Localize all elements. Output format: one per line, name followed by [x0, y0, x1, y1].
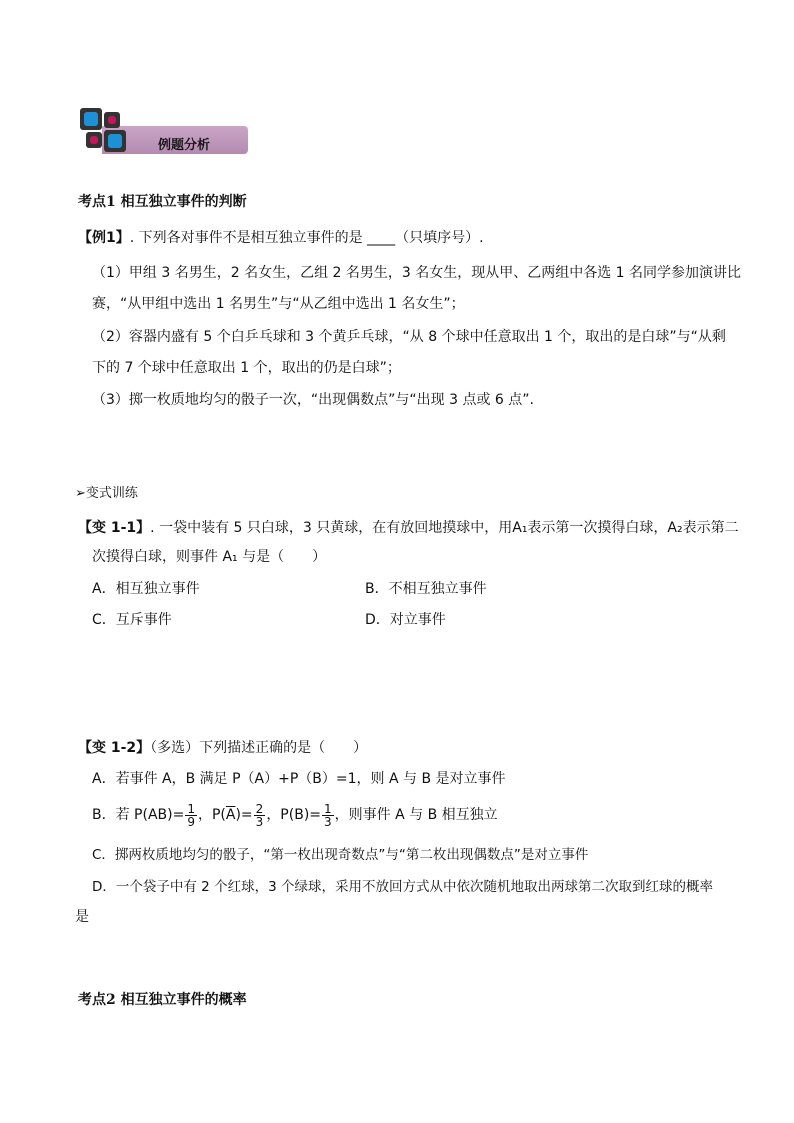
- variant-1-2-option-a[interactable]: A．若事件 A，B 满足 P（A）+P（B）=1，则 A 与 B 是对立事件: [92, 771, 506, 787]
- banner-square-icon: [108, 134, 122, 148]
- example-1-question: . 下列各对事件不是相互独立事件的是 ____（只填序号）.: [129, 230, 484, 246]
- variant-1-1-option-c[interactable]: C．互斥事件: [92, 612, 172, 628]
- option-b-mid-2: )=: [235, 807, 253, 823]
- variant-1-1-option-b[interactable]: B．不相互独立事件: [365, 581, 487, 597]
- option-b-prefix: B．若 P(AB)=: [92, 807, 185, 823]
- variant-1-1-option-a[interactable]: A．相互独立事件: [92, 581, 200, 597]
- example-1-item-2-line-2: 下的 7 个球中任意取出 1 个，取出的仍是白球”；: [92, 360, 401, 376]
- variant-1-2-option-b[interactable]: [92, 800, 498, 830]
- example-1-item-1-line-2: 赛，“从甲组中选出 1 名男生”与“从乙组中选出 1 名女生”；: [92, 296, 465, 312]
- banner-square-icon: [108, 116, 116, 124]
- variant-1-1-label: 【变 1-1】: [78, 520, 151, 536]
- example-1-label: 【例1】: [78, 230, 130, 246]
- fraction-denominator: 3: [324, 814, 332, 829]
- fraction-denominator: 3: [255, 814, 264, 829]
- fraction-numerator: 1: [187, 801, 195, 816]
- banner-title: 例题分析: [158, 138, 211, 153]
- banner-square-icon: [90, 136, 98, 144]
- fraction-denominator: 9: [187, 814, 195, 829]
- banner-square-icon: [84, 112, 98, 126]
- fraction-1-3: [322, 803, 334, 828]
- variant-1-2-option-d-line-1[interactable]: D．一个袋子中有 2 个红球，3 个绿球，采用不放回方式从中依次随机地取出两球第二次取到红球的概率: [92, 879, 713, 895]
- example-1-item-2-line-1: （2）容器内盛有 5 个白乒乓球和 3 个黄乒乓球，“从 8 个球中任意取出 1 个，取出的是白球”与“从剩: [92, 329, 726, 345]
- variant-1-2-stem: [78, 738, 367, 758]
- option-b-suffix: ，则事件 A 与 B 相互独立: [334, 807, 498, 823]
- variant-1-2-label: 【变 1-2】: [78, 740, 151, 756]
- variant-1-2-option-c[interactable]: C．掷两枚质地均匀的骰子，“第一枚出现奇数点”与“第二枚出现偶数点”是对立事件: [92, 847, 589, 863]
- variant-training-header: ➢变式训练: [75, 486, 138, 501]
- option-b-mid-1: ，P(: [197, 807, 226, 823]
- fraction-numerator: 1: [324, 801, 332, 816]
- variant-1-2-option-d-line-2: 是: [75, 909, 89, 925]
- section-2-title: 考点2 相互独立事件的概率: [78, 992, 247, 1008]
- variant-1-1-option-d[interactable]: D．对立事件: [365, 612, 446, 628]
- complement-a: $\overline{A}$: [225, 807, 236, 823]
- fraction-2-3: [254, 803, 266, 828]
- variant-1-1-text: . 一袋中装有 5 只白球，3 只黄球，在有放回地摸球中，用A₁表示第一次摸得白球，A₂表示第二: [150, 520, 739, 536]
- variant-1-1-line-2: 次摸得白球，则事件 A₁ 与是（ ）: [92, 549, 327, 565]
- example-1-stem: [78, 228, 484, 248]
- example-1-item-3: （3）掷一枚质地均匀的骰子一次，“出现偶数点”与“出现 3 点或 6 点”.: [92, 392, 534, 408]
- variant-1-2-question: （多选）下列描述正确的是（ ）: [150, 740, 368, 756]
- option-b-mid-3: ，P(B)=: [266, 807, 322, 823]
- variant-1-1-line-1: [78, 518, 739, 538]
- fraction-1-9: [185, 803, 197, 828]
- example-1-item-1-line-1: （1）甲组 3 名男生，2 名女生，乙组 2 名男生，3 名女生，现从甲、乙两组中各选 1 名同学参加演讲比: [92, 265, 742, 281]
- fraction-numerator: 2: [255, 801, 264, 816]
- section-1-title: 考点1 相互独立事件的判断: [78, 194, 247, 210]
